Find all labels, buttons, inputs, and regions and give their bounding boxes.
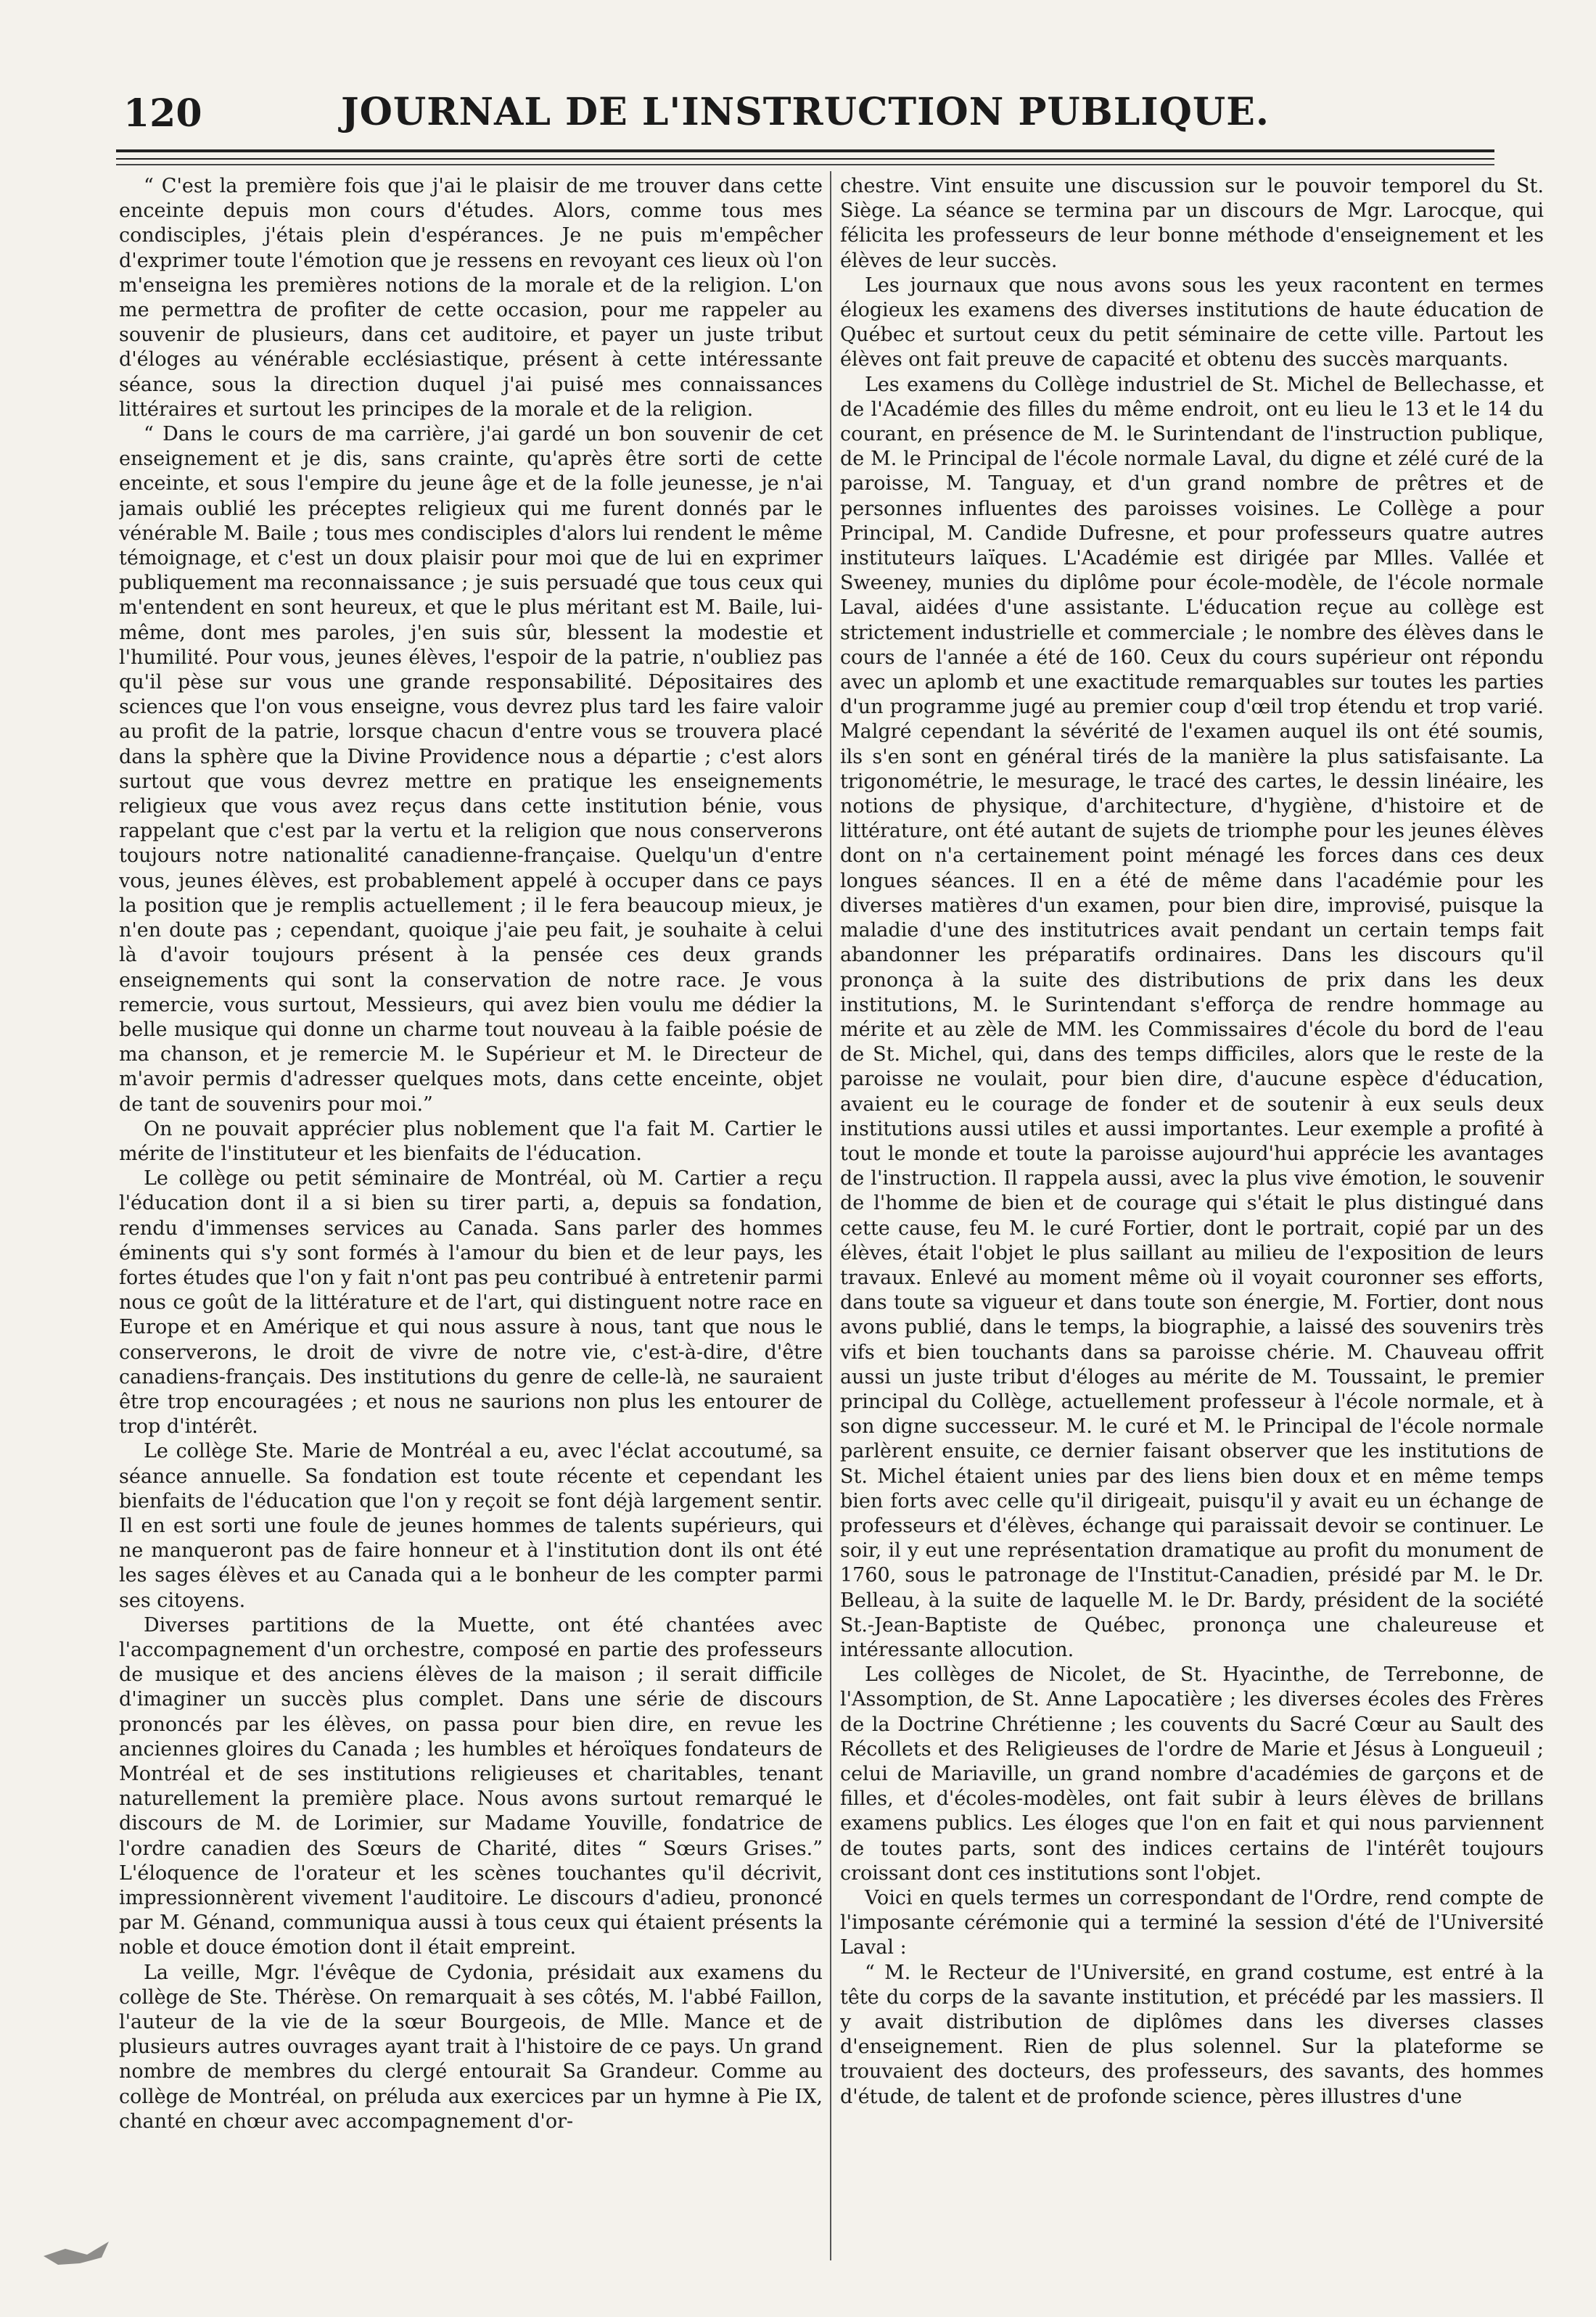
journal-title: JOURNAL DE L'INSTRUCTION PUBLIQUE. [341,90,1270,134]
paragraph: “ M. le Recteur de l'Université, en grand costume, est entré à la tête du corps de la savante institution, et précédé par les massiers. Il y avait distribution de diplômes dans les diverses classes d'enseignement. Rien de plus solennel. Sur la plateforme se trouvaient des docteurs, des professeurs, des savants, des hommes d'étude, de talent et de profonde science, pères illustres d'une [840,1961,1544,2108]
paragraph: Les journaux que nous avons sous les yeux racontent en termes élogieux les examens des diverses institutions de haute éducation de Québec et surtout ceux du petit séminaire de cette ville. Partout les élèves ont fait preuve de capacité et obtenu des succès marquants. [840,273,1544,371]
paragraph: chestre. Vint ensuite une discussion sur le pouvoir temporel du St. Siège. La séance se termina par un discours de Mgr. Larocque, qui félicita les professeurs de leur bonne méthode d'enseignement et les élèves de leur succès. [840,175,1544,272]
paragraph: Le collège ou petit séminaire de Montréal, où M. Cartier a reçu l'éducation dont il a si bien su tirer parti, a, depuis sa fondation, rendu d'immenses services au Canada. Sans parler des hommes éminents qui s'y sont formés à l'amour du bien et de leur pays, les fortes études que l'on y fait n'ont pas peu contribué à entretenir parmi nous ce goût de la littérature et de l'art, qui distinguent notre race en Europe et en Amérique et qui nous assure à nous, tant que nous le conserverons, le droit de vivre de notre vie, c'est-à-dire, d'être canadiens-français. Des institutions du genre de celle-là, ne sauraient être trop encouragées ; et nous ne saurions non plus les entourer de trop d'intérêt. [119,1167,823,1439]
paragraph: Le collège Ste. Marie de Montréal a eu, avec l'éclat accoutumé, sa séance annuelle. Sa fondation est toute récente et cependant les bienfaits de l'éducation que l'on y reçoit se font déjà largement sentir. Il en est sorti une foule de jeunes hommes de talents supérieurs, qui ne manqueront pas de faire honneur et à l'institution dont ils ont été les sages élèves et au Canada qui a le bonheur de les compter parmi ses citoyens. [119,1440,823,1612]
right-column [840,174,1544,2263]
paragraph: “ C'est la première fois que j'ai le plaisir de me trouver dans cette enceinte depuis mon cours d'études. Alors, comme tous mes condisciples, j'étais plein d'espérances. Je ne puis m'empêcher d'exprimer toute l'émotion que je ressens en revoyant ces lieux où l'on m'enseigna les premières notions de la morale et de la religion. L'on me permettra de profiter de cette occasion, pour me rappeler au souvenir de plusieurs, dans cet auditoire, et payer un juste tribut d'éloges au vénérable ecclésiastique, présent à cette intéressante séance, sous la direction duquel j'ai puisé mes connaissances littéraires et surtout les principes de la morale et de la religion. [119,175,823,421]
paragraph: “ Dans le cours de ma carrière, j'ai gardé un bon souvenir de cet enseignement et je dis, sans crainte, qu'après être sorti de cette enceinte, et sous l'empire du jeune âge et de la folle jeunesse, je n'ai jamais oublié les préceptes religieux qui me furent donnés par le vénérable M. Baile ; tous mes condisciples d'alors lui rendent le même témoignage, et c'est un doux plaisir pour moi que de lui en exprimer publiquement ma reconnaissance ; je suis persuadé que tous ceux qui m'entendent en sont heureux, et que le plus méritant est M. Baile, lui-même, dont mes paroles, j'en suis sûr, blessent la modestie et l'humilité. Pour vous, jeunes élèves, l'espoir de la patrie, n'oubliez pas qu'il pèse sur vous une grande responsabilité. Dépositaires des sciences que l'on vous enseigne, vous devrez plus tard les faire valoir au profit de la patrie, lorsque chacun d'entre vous se trouvera placé dans la sphère que la Divine Providence nous a départie ; c'est alors surtout que vous devrez mettre en pratique les enseignements religieux que vous avez reçus dans cette institution bénie, vous rappelant que c'est par la vertu et la religion que nous conserverons toujours notre nationalité canadienne-française. Quelqu'un d'entre vous, jeunes élèves, est probablement appelé à occuper dans ce pays la position que je remplis actuellement ; il le fera beaucoup mieux, je n'en doute pas ; cependant, quoique j'aie peu fait, je souhaite à celui là d'avoir toujours présent à la pensée ces deux grands enseignements qui sont la conservation de notre race. Je vous remercie, vous surtout, Messieurs, qui avez bien voulu me dédier la belle musique qui donne un charme tout nouveau à la faible poésie de ma chanson, et je remercie M. le Supérieur et M. le Directeur de m'avoir permis d'adresser quelques mots, dans cette enceinte, objet de tant de souvenirs pour moi.” [119,423,823,1116]
column-divider [830,171,831,2260]
page-number: 120 [123,91,202,136]
paragraph: Les collèges de Nicolet, de St. Hyacinthe, de Terrebonne, de l'Assomption, de St. Anne Lapocatière ; les diverses écoles des Frères de la Doctrine Chrétienne ; les couvents du Sacré Cœur au Sault des Récollets et des Religieuses de l'ordre de Marie et Jésus à Longueuil ; celui de Mariaville, un grand nombre d'académies de garçons et de filles, et d'écoles-modèles, ont fait subir à leurs élèves de brillans examens publics. Les éloges que l'on en fait et qui nous parviennent de toutes parts, sont des indices certains de l'intérêt toujours croissant dont ces institutions sont l'objet. [840,1663,1544,1885]
page-header [116,86,1494,144]
paragraph: Diverses partitions de la Muette, ont été chantées avec l'accompagnement d'un orchestre, composé en partie des professeurs de musique et des anciens élèves de la maison ; il serait difficile d'imaginer un succès plus complet. Dans une série de discours prononcés par les élèves, on passa pour bien dire, en revue les anciennes gloires du Canada ; les humbles et héroïques fondateurs de Montréal et de ses institutions religieuses et charitables, tenant naturellement la première place. Nous avons surtout remarqué le discours de M. de Lorimier, sur Madame Youville, fondatrice de l'ordre canadien des Sœurs de Charité, dites “ Sœurs Grises.” L'éloquence de l'orateur et les scènes touchantes qu'il décrivit, impressionnèrent vivement l'auditoire. Le discours d'adieu, prononcé par M. Génand, communiqua aussi à tous ceux qui étaient présents la noble et douce émotion dont il était empreint. [119,1613,823,1959]
header-double-rule [116,149,1494,160]
header-rule [116,164,1494,165]
left-column [119,174,823,2263]
paragraph: On ne pouvait apprécier plus noblement que l'a fait M. Cartier le mérite de l'instituteur et les bienfaits de l'éducation. [119,1117,823,1165]
paragraph: Voici en quels termes un correspondant de l'Ordre, rend compte de l'imposante cérémonie qui a terminé la session d'été de l'Université Laval : [840,1887,1544,1959]
paragraph: Les examens du Collège industriel de St. Michel de Bellechasse, et de l'Académie des filles du même endroit, ont eu lieu le 13 et le 14 du courant, en présence de M. le Surintendant de l'instruction publique, de M. le Principal de l'école normale Laval, du digne et zélé curé de la paroisse, M. Tanguay, et d'un grand nombre de prêtres et de personnes influentes des paroisses voisines. Le Collège a pour Principal, M. Candide Dufresne, et pour professeurs quatre autres instituteurs laïques. L'Académie est dirigée par Mlles. Vallée et Sweeney, munies du diplôme pour école-modèle, de l'école normale Laval, aidées d'une assistante. L'éducation reçue au collège est strictement industrielle et commerciale ; le nombre des élèves dans le cours de l'année a été de 160. Ceux du cours supérieur ont répondu avec un aplomb et une exactitude remarquables sur toutes les parties d'un programme jugé au premier coup d'œil trop étendu et trop varié. Malgré cependant la sévérité de l'examen auquel ils ont été soumis, ils s'en sont en général tirés de la manière la plus satisfaisante. La trigonométrie, le mesurage, le tracé des cartes, le dessin linéaire, les notions de physique, d'architecture, d'hygiène, d'histoire et de littérature, ont été autant de sujets de triomphe pour les jeunes élèves dont on n'a certainement point ménagé les forces dans ces deux longues séances. Il en a été de même dans l'académie pour les diverses matières d'un examen, pour bien dire, improvisé, puisque la maladie d'une des institutrices avait pendant un certain temps fait abandonner les préparatifs ordinaires. Dans les discours qu'il prononça à la suite des distributions de prix dans les deux institutions, M. le Surintendant s'efforça de rendre hommage au mérite et au zèle de MM. les Commissaires d'école du bord de l'eau de St. Michel, qui, dans des temps difficiles, alors que le reste de la paroisse ne voulait, pour bien dire, d'aucune espèce d'éducation, avaient eu le courage de fonder et de soutenir à eux seuls deux institutions aussi utiles et aussi importantes. Leur exemple a profité à tout le monde et toute la paroisse aujourd'hui apprécie les avantages de l'instruction. Il rappela aussi, avec la plus vive émotion, le souvenir de l'homme de bien et de courage qui s'était le plus distingué dans cette cause, feu M. le curé Fortier, dont le portrait, copié par un des élèves, était l'objet le plus saillant au milieu de l'exposition de leurs travaux. Enlevé au moment même où il voyait couronner ses efforts, dans toute sa vigueur et dans toute son énergie, M. Fortier, dont nous avons publié, dans le temps, la biographie, a laissé des souvenirs très vifs et bien touchants dans sa paroisse chérie. M. Chauveau offrit aussi un juste tribut d'éloges au mérite de M. Toussaint, le premier principal du Collège, actuellement professeur à l'école normale, et à son digne successeur. M. le curé et M. le Principal de l'école normale parlèrent ensuite, ce dernier faisant observer que les institutions de St. Michel étaient unies par des liens bien doux et en même temps bien forts avec celle qu'il dirigeait, puisqu'il y avait eu un échange de professeurs et d'élèves, échange qui paraissait devoir se continuer. Le soir, il y eut une représentation dramatique au profit du monument de 1760, sous le patronage de l'Institut-Canadien, présidé par M. le Dr. Belleau, à la suite de laquelle M. le Dr. Bardy, président de la société St.-Jean-Baptiste de Québec, prononça une chaleureuse et intéressante allocution. [840,373,1544,1661]
paragraph: La veille, Mgr. l'évêque de Cydonia, présidait aux examens du collège de Ste. Thérèse. On remarquait à ses côtés, M. l'abbé Faillon, l'auteur de la vie de la sœur Bourgeois, de Mlle. Mance et de plusieurs autres ouvrages ayant trait à l'histoire de ce pays. Un grand nombre de membres du clergé entourait Sa Grandeur. Comme au collège de Montréal, on préluda aux exercices par un hymne à Pie IX, chanté en chœur avec accompagnement d'or- [119,1961,823,2133]
ink-smudge-mark [36,2213,123,2271]
